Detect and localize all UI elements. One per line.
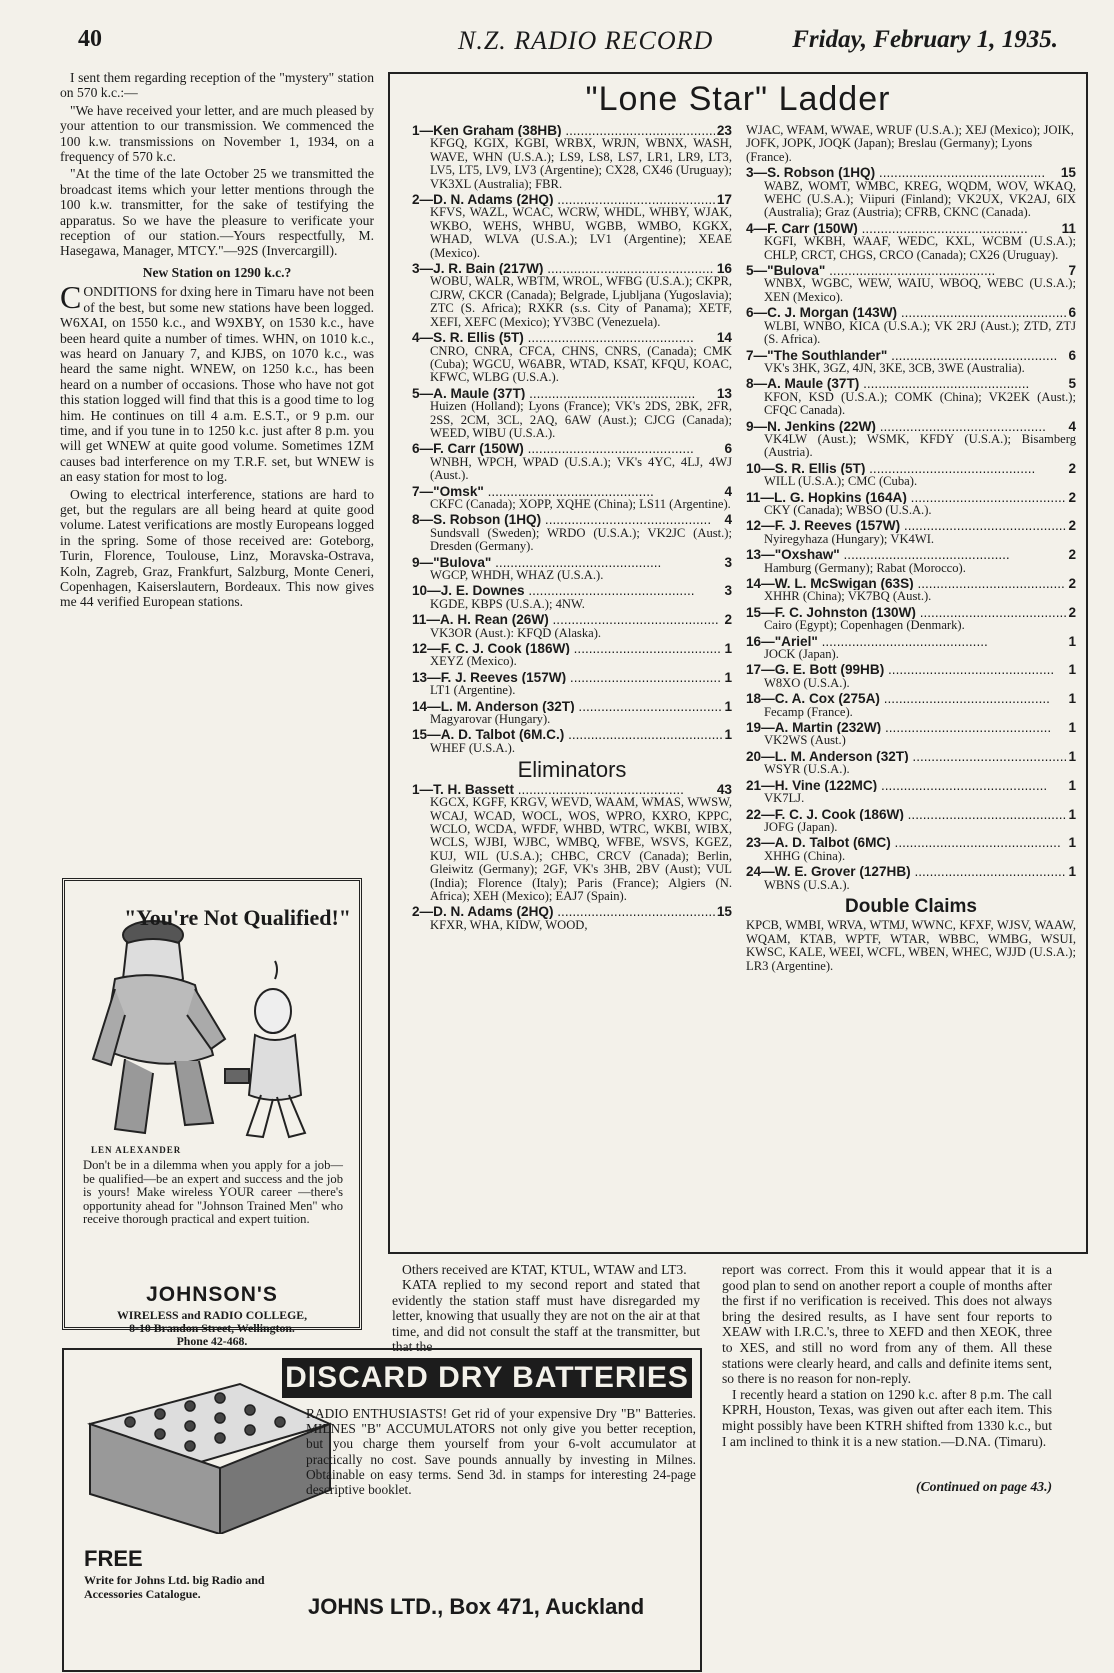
entrant-score: 2 bbox=[1068, 518, 1076, 534]
entrant-stations: WILL (U.S.A.); CMC (Cuba). bbox=[764, 474, 918, 489]
entry-heading bbox=[746, 836, 1076, 849]
entrant-stations: KGDE, KBPS (U.S.A.); 4NW. bbox=[430, 596, 585, 611]
entrant-name: 22—F. C. J. Cook (186W) ..... bbox=[746, 808, 1066, 821]
ladder-entry bbox=[412, 700, 732, 727]
entrant-name: 14—W. L. McSwigan (63S) ..... bbox=[746, 577, 1066, 590]
entrant-name: 13—"Oxshaw" ..... bbox=[746, 548, 1066, 561]
entrant-score: 1 bbox=[724, 641, 732, 657]
entrant-stations: WLBI, WNBO, KICA (U.S.A.); VK 2RJ (Aust.); ZTD, ZTJ (S. Africa). bbox=[764, 318, 1076, 347]
ladder-entry bbox=[746, 462, 1076, 489]
entrant-score: 1 bbox=[1068, 662, 1076, 678]
ladder-entry bbox=[746, 865, 1076, 892]
entrant-stations: KFGQ, KGIX, KGBI, WRBX, WRJN, WBNX, WASH, WAVE, WHN (U.S.A.); LS9, LS8, LS7, LR1, LR9, LT3, LV5, LT5, LV9, LV3 (Argentine); CX28, CX46 (Uruguay); VK3XL (Australia); FBR. bbox=[430, 136, 732, 191]
entrant-score: 1 bbox=[724, 698, 732, 714]
batteries-advert bbox=[62, 1348, 702, 1672]
article-paragraph: CONDITIONS for dxing here in Timaru have not been of the best, but some new stations have been logged. W6XAI, on 1550 k.c., and W9XBY, on 1530 k.c., have been heard quite a number of times. WHN, on 1010 k.c., was heard on January 7, and KJBS, on 1070 k.c., was heard the same night. WNEW, on 1250 k.c., has been heard on a number of occasions. Those who have not got this station logged will find that this is a good time to log him. He continues on till 4 a.m. E.S.T., or 9 p.m. our time, and if you tune in to 1250 k.c. just after 8 p.m. you will get WNEW at quite good volume. Sometimes 1ZM causes bad interference on my T.R.F. set, but WNEW is an easy station for most to log. bbox=[60, 279, 374, 485]
entrant-score: 1 bbox=[1068, 864, 1076, 880]
entry-heading bbox=[412, 513, 732, 526]
ladder-entry bbox=[746, 519, 1076, 546]
entrant-score: 1 bbox=[1068, 777, 1076, 793]
advertiser-address: JOHNS LTD., Box 471, Auckland bbox=[308, 1594, 645, 1619]
advert-copy: RADIO ENTHUSIASTS! Get rid of your expensive Dry "B" Batteries. MILNES "B" ACCUMULATORS not only give you better reception, but you charge them yourself from your 6-volt accumulator at practically no cost. Save pounds annually by investing in Milnes. Obtainable on easy terms. Send 3d. in stamps for interesting 24-page descriptive booklet. bbox=[306, 1406, 696, 1498]
entrant-score: 2 bbox=[1068, 460, 1076, 476]
entrant-name: 20—L. M. Anderson (32T) ..... bbox=[746, 750, 1066, 763]
johnsons-college-advert bbox=[62, 878, 362, 1348]
entry-heading bbox=[746, 663, 1076, 676]
ladder-entry bbox=[412, 387, 732, 441]
entrant-name: 15—A. D. Talbot (6M.C.) ..... bbox=[412, 728, 722, 741]
entrant-stations: WABZ, WOMT, WMBC, KREG, WQDM, WOV, WKAQ, WEHC (U.S.A.); Viipuri (Finland); VK2UX, VK2AJ, 6IX (Australia); Graz (Austria); CFRB, CKNC (Canada). bbox=[764, 178, 1076, 220]
entrant-stations: WBNS (U.S.A.). bbox=[764, 877, 850, 892]
ladder-column-b bbox=[746, 124, 1076, 973]
ladder-column-a bbox=[412, 124, 732, 934]
entry-heading bbox=[412, 442, 732, 455]
entry-heading bbox=[746, 462, 1076, 475]
double-claims-list: KPCB, WMBI, WRVA, WTMJ, WWNC, KFXF, WJSV, WAAW, WQAM, KTAB, WPTF, WTAR, WBBC, WMBG, WSUI, KWSC, KALE, WEEI, WCFL, WBEN, WHEC, WJJD (U.S.A.); LR3 (Argentine). bbox=[746, 918, 1076, 973]
entry-heading bbox=[412, 556, 732, 569]
entrant-stations: VK3OR (Aust.): KFQD (Alaska). bbox=[430, 625, 602, 640]
catalogue-offer: Write for Johns Ltd. big Radio and Accessories Catalogue. bbox=[84, 1573, 265, 1601]
entrant-score: 4 bbox=[1068, 418, 1076, 434]
entrant-stations: CNRO, CNRA, CFCA, CHNS, CNRS, (Canada); CMK (Cuba); WGCU, W6ABR, WTAD, KSAT, KFQU, KOAC, KFWC, WLBG (U.S.A.). bbox=[430, 343, 732, 385]
left-column-article bbox=[60, 70, 374, 612]
entry-heading bbox=[412, 485, 732, 498]
entrant-stations: Fecamp (France). bbox=[764, 704, 853, 719]
free-label: FREE bbox=[84, 1546, 143, 1571]
entrant-stations: Magyarovar (Hungary). bbox=[430, 712, 551, 727]
ladder-entry bbox=[746, 692, 1076, 719]
entrant-stations: WOBU, WALR, WBTM, WROL, WFBG (U.S.A.); CKPR, CJRW, CKCR (Canada); Belgrade, Ljubljana (Yugoslavia); ZTC (S. Africa); RXKR (s.s. City of Panama); XETF, XEFI, XEFC (Mexico); YV3BC (Venezuela). bbox=[430, 274, 732, 329]
entry-heading bbox=[412, 728, 732, 741]
entrant-stations: XEYZ (Mexico). bbox=[430, 654, 517, 669]
entrant-name: 9—N. Jenkins (22W) ..... bbox=[746, 420, 1066, 433]
entrant-name: 16—"Ariel" ..... bbox=[746, 635, 1066, 648]
entry-heading bbox=[746, 222, 1076, 235]
ladder-entry bbox=[412, 262, 732, 329]
entrant-stations: XHHR (China); VK7BQ (Aust.). bbox=[764, 589, 932, 604]
ladder-entry bbox=[746, 349, 1076, 376]
entry-heading bbox=[746, 264, 1076, 277]
entry-heading bbox=[746, 349, 1076, 362]
entrant-score: 1 bbox=[1068, 720, 1076, 736]
entrant-stations: JOCK (Japan). bbox=[764, 647, 839, 662]
entrant-score: 14 bbox=[716, 330, 732, 346]
ladder-entry bbox=[746, 779, 1076, 806]
entry-heading bbox=[746, 548, 1076, 561]
entrant-score: 43 bbox=[716, 781, 732, 797]
advert-banner: DISCARD DRY BATTERIES bbox=[282, 1358, 692, 1398]
entrant-name: 21—H. Vine (122MC) ..... bbox=[746, 779, 1066, 792]
entrant-score: 3 bbox=[724, 554, 732, 570]
entrant-stations: VK's 3HK, 3GZ, 4JN, 3KE, 3CB, 3WE (Australia). bbox=[764, 360, 1025, 375]
artist-signature: LEN ALEXANDER bbox=[91, 1145, 182, 1155]
entrant-score: 1 bbox=[1068, 691, 1076, 707]
entrant-stations: Cairo (Egypt); Copenhagen (Denmark). bbox=[764, 618, 965, 633]
page-header bbox=[78, 26, 1058, 60]
entry-heading bbox=[746, 420, 1076, 433]
ladder-entry bbox=[412, 584, 732, 611]
entry-heading bbox=[746, 635, 1076, 648]
entrant-stations: VK2WS (Aust.) bbox=[764, 733, 846, 748]
entrant-name: 1—T. H. Bassett ..... bbox=[412, 783, 715, 796]
ladder-entry bbox=[746, 577, 1076, 604]
article-paragraph: I recently heard a station on 1290 k.c. after 8 p.m. The call KPRH, Houston, Texas, was given out after each item. This might possibly have been KTRH shifted from 1330 k.c., but I am inclined to think it is a new station.—D.NA. (Timaru). bbox=[722, 1386, 1052, 1449]
entry-heading bbox=[412, 331, 732, 344]
entry-heading bbox=[412, 613, 732, 626]
ladder-entry bbox=[412, 442, 732, 482]
entrant-score: 2 bbox=[1068, 489, 1076, 505]
entrant-name: 3—S. Robson (1HQ) ..... bbox=[746, 166, 1059, 179]
lone-star-ladder-box bbox=[388, 72, 1088, 1254]
entrant-name: 6—C. J. Morgan (143W) ..... bbox=[746, 306, 1066, 319]
entrant-name: 1—Ken Graham (38HB) ..... bbox=[412, 124, 715, 137]
ladder-entry bbox=[412, 124, 732, 191]
ladder-entry bbox=[412, 671, 732, 698]
entry-heading bbox=[746, 692, 1076, 705]
entrant-name: 11—L. G. Hopkins (164A) ..... bbox=[746, 491, 1066, 504]
entrant-score: 1 bbox=[724, 669, 732, 685]
entrant-name: 5—"Bulova" ..... bbox=[746, 264, 1066, 277]
ladder-entry bbox=[746, 420, 1076, 460]
entrant-stations: JOFG (Japan). bbox=[764, 819, 838, 834]
page-number: 40 bbox=[78, 26, 102, 52]
entrant-score: 15 bbox=[716, 904, 732, 920]
entrant-score: 7 bbox=[1068, 263, 1076, 279]
entry-heading bbox=[746, 750, 1076, 763]
ladder-entry bbox=[746, 222, 1076, 262]
article-paragraph: "At the time of the late October 25 we transmitted the broadcast items which your letter mentions through the 100 k.w. transmitter, for the sake of testifying the apparatus. So we have the pleasure to verificate your reception of our station.—Yours respectfully, M. Hasegawa, Manager, MTCY."—92S (Invercargill). bbox=[60, 166, 374, 259]
entry-heading bbox=[412, 671, 732, 684]
entrant-stations: WNBH, WPCH, WPAD (U.S.A.); VK's 4YC, 4LJ, 4WJ (Aust.). bbox=[430, 454, 732, 483]
entrant-score: 23 bbox=[716, 123, 732, 138]
entry-heading bbox=[746, 865, 1076, 878]
entrant-score: 6 bbox=[724, 441, 732, 457]
entrant-name: 17—G. E. Bott (99HB) ..... bbox=[746, 663, 1066, 676]
ladder-entry bbox=[746, 836, 1076, 863]
entry-heading bbox=[412, 642, 732, 655]
ladder-entry bbox=[746, 750, 1076, 777]
article-paragraph: Owing to electrical interference, stations are hard to get, but the regulars are all being heard at quite good volume. Latest verifications are mostly Europeans logged in the spring. Some of those received are: Goteborg, Turin, Florence, Toulouse, Linz, Moravska-Ostrava, Koln, Zagreb, Graz, Frankfurt, Salzburg, Monte Ceneri, Copenhagen, Kaiserslautern, Bordeaux. This now gives me 44 verified European stations. bbox=[60, 486, 374, 610]
article-paragraph: I sent them regarding reception of the "mystery" station on 570 k.c.:— bbox=[60, 70, 374, 101]
entrant-score: 4 bbox=[724, 512, 732, 528]
entrant-stations: KFXR, WHA, KIDW, WOOD, bbox=[430, 917, 588, 932]
entrant-name: 7—"The Southlander" ..... bbox=[746, 349, 1066, 362]
advert-copy: Don't be in a dilemma when you apply for a job—be qualified—be an expert and success and the job is yours! Make wireless YOUR career —there's opportunity ahead for "Johnson Trained Men" who receive thorough practical and expert tuition. bbox=[83, 1158, 343, 1227]
entrant-score: 1 bbox=[1068, 633, 1076, 649]
ladder-entry bbox=[746, 377, 1076, 417]
ladder-entry bbox=[412, 613, 732, 640]
entrant-score: 6 bbox=[1068, 347, 1076, 363]
entrant-name: 3—J. R. Bain (217W) ..... bbox=[412, 262, 715, 275]
ladder-entry bbox=[746, 264, 1076, 304]
entrant-score: 2 bbox=[1068, 576, 1076, 591]
entry-heading bbox=[746, 491, 1076, 504]
entry-heading bbox=[746, 306, 1076, 319]
entrant-score: 1 bbox=[724, 727, 732, 743]
entrant-score: 16 bbox=[716, 261, 732, 277]
entrant-score: 1 bbox=[1068, 835, 1076, 851]
ladder-entry bbox=[412, 728, 732, 755]
entrant-name: 7—"Omsk" ..... bbox=[412, 485, 722, 498]
entrant-stations: KFON, KSD (U.S.A.); COMK (China); VK2EK (Aust.); CFQC Canada). bbox=[764, 389, 1076, 418]
entry-heading bbox=[412, 783, 732, 796]
ladder-entry bbox=[412, 193, 732, 260]
double-claims-heading: Double Claims bbox=[845, 895, 977, 917]
entry-heading bbox=[412, 193, 732, 206]
entrant-score: 2 bbox=[1068, 547, 1076, 563]
entrant-stations: WSYR (U.S.A.). bbox=[764, 762, 850, 777]
college-details: WIRELESS and RADIO COLLEGE, 8-10 Brandon Street, Wellington. Phone 42-468. bbox=[116, 1308, 308, 1348]
entrant-stations: Nyiregyhaza (Hungary); VK4WI. bbox=[764, 531, 935, 546]
entrant-name: 15—F. C. Johnston (130W) ..... bbox=[746, 606, 1066, 619]
entrant-name: 2—D. N. Adams (2HQ) ..... bbox=[412, 905, 715, 918]
ladder-entry bbox=[412, 331, 732, 385]
article-paragraph: report was correct. From this it would appear that it is a good plan to send on another report a couple of months after the first if no verification is received. This does not always bring the desired results, as I have sent four reports to XEAW with I.R.C.'s, three to XEFD and then XEOK, three to XES, and still no word from any of them. All these stations were clearly heard, and calls and definite items sent, so there is no reason for non-reply. bbox=[722, 1262, 1052, 1387]
entrant-name: 12—F. J. Reeves (157W) ..... bbox=[746, 519, 1066, 532]
entry-heading bbox=[746, 779, 1076, 792]
entrant-name: 4—F. Carr (150W) ..... bbox=[746, 222, 1060, 235]
cartoon-illustration bbox=[75, 899, 355, 1149]
entrant-score: 15 bbox=[1060, 165, 1076, 181]
entrant-score: 2 bbox=[1068, 604, 1076, 620]
entrant-name: 14—L. M. Anderson (32T) ..... bbox=[412, 700, 722, 713]
entry-heading bbox=[746, 166, 1076, 179]
ladder-entry bbox=[746, 808, 1076, 835]
entrant-name: 8—A. Maule (37T) ..... bbox=[746, 377, 1066, 390]
entrant-name: 19—A. Martin (232W) ..... bbox=[746, 721, 1066, 734]
entrant-name: 23—A. D. Talbot (6MC) ..... bbox=[746, 836, 1066, 849]
entrant-score: 5 bbox=[1068, 376, 1076, 392]
entrant-score: 2 bbox=[724, 612, 732, 628]
ladder-title: "Lone Star" Ladder bbox=[585, 80, 891, 118]
entry-heading bbox=[412, 387, 732, 400]
entrant-score: 1 bbox=[1068, 748, 1076, 764]
entrant-stations: WGCP, WHDH, WHAZ (U.S.A.). bbox=[430, 568, 604, 582]
entrant-score: 13 bbox=[716, 385, 732, 401]
ladder-entry bbox=[746, 606, 1076, 633]
entrant-name: 11—A. H. Rean (26W) ..... bbox=[412, 613, 722, 626]
entrant-name: 9—"Bulova" ..... bbox=[412, 556, 722, 569]
ladder-entry bbox=[746, 721, 1076, 748]
entrant-stations: KGFI, WKBH, WAAF, WEDC, KXL, WCBM (U.S.A.); CHLP, CRCT, CHGS, CRCO (Canada); CX26 (Uruguay). bbox=[764, 234, 1076, 262]
ladder-entry bbox=[746, 635, 1076, 662]
entrant-stations: WNBX, WGBC, WEW, WAIU, WBOQ, WEBC (U.S.A.); XEN (Mexico). bbox=[764, 276, 1076, 304]
entrant-stations: VK7LJ. bbox=[764, 791, 805, 806]
ladder-entry bbox=[746, 491, 1076, 518]
continued-notice: (Continued on page 43.) bbox=[916, 1479, 1052, 1495]
entrant-stations: LT1 (Argentine). bbox=[430, 683, 516, 698]
entry-heading bbox=[412, 124, 732, 137]
entrant-stations-continued: WJAC, WFAM, WWAE, WRUF (U.S.A.); XEJ (Mexico); JOIK, JOFK, JOPK, JOQK (Japan); Breslau (Germany); Lyons (France). bbox=[746, 123, 1074, 164]
entrant-name: 6—F. Carr (150W) ..... bbox=[412, 442, 722, 455]
ladder-entry bbox=[412, 905, 732, 932]
entrant-name: 24—W. E. Grover (127HB) ..... bbox=[746, 865, 1066, 878]
entrant-score: 11 bbox=[1061, 220, 1076, 236]
entrant-score: 3 bbox=[724, 583, 732, 599]
entry-heading bbox=[746, 808, 1076, 821]
ladder-entry bbox=[412, 513, 732, 553]
article-subheading: New Station on 1290 k.c.? bbox=[142, 264, 292, 280]
entrant-stations: Hamburg (Germany); Rabat (Morocco). bbox=[764, 560, 966, 575]
entry-heading bbox=[412, 700, 732, 713]
entrant-stations: Sundsvall (Sweden); WRDO (U.S.A.); VK2JC (Aust.); Dresden (Germany). bbox=[430, 525, 732, 554]
entry-heading bbox=[412, 584, 732, 597]
entrant-stations: KFVS, WAZL, WCAC, WCRW, WHDL, WHBY, WJAK, WKBO, WEHS, WHBU, WGBB, WMBO, KGKX, WHAD, WLVA (U.S.A.); LV1 (Argentine); XEAE (Mexico). bbox=[430, 205, 732, 260]
entrant-stations: Huizen (Holland); Lyons (France); VK's 2DS, 2BK, 2FR, 2SS, 2CM, 3CL, 2AQ, 6AW (Aust.); CJCG (Canada); WEED, WIBU (U.S.A.). bbox=[430, 399, 732, 440]
entry-heading bbox=[412, 905, 732, 918]
entrant-score: 6 bbox=[1068, 305, 1076, 321]
ladder-entry bbox=[412, 485, 732, 512]
entry-heading bbox=[746, 721, 1076, 734]
entrant-name: 5—A. Maule (37T) ..... bbox=[412, 387, 715, 400]
advert-headline: "You're Not Qualified!" bbox=[124, 905, 351, 930]
entry-heading bbox=[746, 577, 1076, 590]
entrant-name: 4—S. R. Ellis (5T) ..... bbox=[412, 331, 715, 344]
entrant-score: 1 bbox=[1068, 806, 1076, 822]
entrant-score: 17 bbox=[716, 192, 732, 208]
entrant-name: 13—F. J. Reeves (157W) ..... bbox=[412, 671, 722, 684]
entrant-stations: WHEF (U.S.A.). bbox=[430, 740, 516, 755]
article-paragraph: "We have received your letter, and are much pleased by your attention to our transmission. We commenced the 100 k.w. transmissions on November 1, 1934, on a frequency of 570 k.c. bbox=[60, 102, 374, 165]
entrant-stations: CKY (Canada); WBSO (U.S.A.). bbox=[764, 502, 932, 517]
masthead: N.Z. RADIO RECORD bbox=[458, 26, 714, 55]
drop-cap: C bbox=[60, 279, 82, 316]
entrant-name: 12—F. C. J. Cook (186W) ..... bbox=[412, 642, 722, 655]
article-paragraph: KATA replied to my second report and stated that evidently the station staff must have disregarded my letter, knowing that usually they are not on the air at that time, and did not consult the staff at the transmitter, but that the bbox=[392, 1277, 700, 1355]
entrant-name: 10—J. E. Downes ..... bbox=[412, 584, 722, 597]
entrant-stations: XHHG (China). bbox=[764, 848, 846, 863]
entrant-stations: KGCX, KGFF, KRGV, WEVD, WAAM, WMAS, WWSW, WCAJ, WCAD, WOCL, WOS, WPRO, KXRO, KPPC, WCLO, WCDA, WFDF, WHBD, WTRC, WKBI, WIBX, WCLS, WJBI, WJBC, WMBQ, WFBE, WSVS, KGEZ, KUJ, WIL (U.S.A.); CHBC, CRCV (Canada); Berlin, Gleiwitz (Germany); 2GF, VK's 3HB, 2BV (Aust); VUL (India); Florence (Italy); Paris (France); Algiers (N. Africa); XEH (Mexico); EAJ7 (Spain). bbox=[430, 795, 732, 903]
issue-date: Friday, February 1, 1935. bbox=[792, 26, 1058, 53]
article-paragraph: Others received are KTAT, KTUL, WTAW and LT3. bbox=[402, 1262, 687, 1277]
advert-brand: JOHNSON'S bbox=[146, 1283, 278, 1306]
entry-heading bbox=[412, 262, 732, 275]
right-article bbox=[722, 1262, 1052, 1495]
entry-heading bbox=[746, 377, 1076, 390]
entrant-name: 10—S. R. Ellis (5T) ..... bbox=[746, 462, 1066, 475]
eliminators-heading: Eliminators bbox=[517, 757, 627, 783]
entrant-name: 18—C. A. Cox (275A) ..... bbox=[746, 692, 1066, 705]
ladder-entry bbox=[746, 663, 1076, 690]
ladder-entry bbox=[412, 783, 732, 904]
entry-heading bbox=[746, 519, 1076, 532]
ladder-entry bbox=[746, 166, 1076, 220]
entrant-name: 2—D. N. Adams (2HQ) ..... bbox=[412, 193, 715, 206]
entrant-stations: CKFC (Canada); XOPP, XQHE (China); LS11 (Argentine). bbox=[430, 496, 731, 511]
ladder-entry bbox=[412, 642, 732, 669]
ladder-entry bbox=[412, 556, 732, 583]
entrant-stations: VK4LW (Aust.); WSMK, KFDY (U.S.A.); Bisamberg (Austria). bbox=[764, 431, 1076, 460]
ladder-entry bbox=[746, 548, 1076, 575]
mid-article bbox=[392, 1262, 700, 1354]
entrant-score: 4 bbox=[724, 483, 732, 499]
ladder-entry bbox=[746, 306, 1076, 346]
entrant-stations: W8XO (U.S.A.). bbox=[764, 675, 850, 690]
entry-heading bbox=[746, 606, 1076, 619]
entrant-name: 8—S. Robson (1HQ) ..... bbox=[412, 513, 722, 526]
